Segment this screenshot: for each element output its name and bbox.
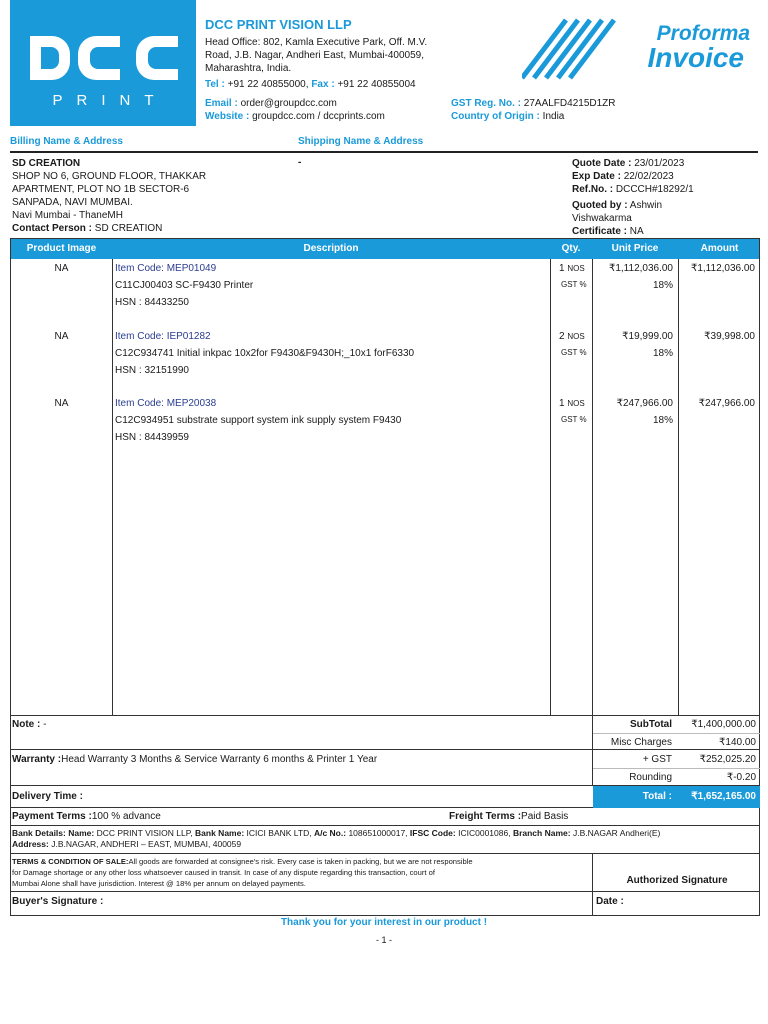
item-description: C11CJ00403 SC-F9430 Printer <box>115 280 254 291</box>
gst-value: 27AALFD4215D1ZR <box>523 98 616 109</box>
contact-label: Contact Person : <box>12 223 93 234</box>
phone-line <box>205 78 505 91</box>
item-hsn: HSN : 84433250 <box>115 297 189 308</box>
divider <box>593 733 760 734</box>
terms-label: TERMS & CONDITION OF SALE: <box>12 857 129 866</box>
company-logo <box>10 0 196 126</box>
fax-label: Fax : <box>311 79 335 90</box>
shipping-value: - <box>298 157 302 168</box>
terms-line: All goods are forwarded at consignee's risk. Every case is taken in packing, but we are not responsible <box>128 857 473 866</box>
billing-label: Billing Name & Address <box>10 136 123 147</box>
warranty-label: Warranty : <box>12 754 62 765</box>
item-unit-price: ₹1,112,036.00 <box>608 263 673 274</box>
gst-total-value: ₹252,025.20 <box>699 754 756 765</box>
divider <box>593 768 760 769</box>
billing-line: SANPADA, NAVI MUMBAI. <box>12 197 133 208</box>
ref-number: DCCCH#18292/1 <box>615 184 694 195</box>
payment-label: Payment Terms : <box>12 811 92 822</box>
item-gst-label: GST % <box>561 348 587 357</box>
gst-total-label: + GST <box>642 754 672 765</box>
col-divider <box>678 259 679 715</box>
tel-label: Tel : <box>205 79 225 90</box>
page-number: - 1 - <box>375 935 392 945</box>
item-qty: 1 NOS <box>559 398 585 409</box>
origin-label: Country of Origin : <box>451 111 540 122</box>
shipping-label: Shipping Name & Address <box>298 136 424 147</box>
signature-row <box>10 892 760 916</box>
document-title <box>522 18 762 80</box>
website-label: Website : <box>205 111 250 122</box>
total-value: ₹1,652,165.00 <box>691 791 756 802</box>
authorized-signature: Authorized Signature <box>626 875 728 886</box>
item-amount: ₹247,966.00 <box>698 398 755 409</box>
warranty-line <box>12 754 377 765</box>
billing-address <box>12 157 272 235</box>
exp-date-label: Exp Date : <box>572 171 621 182</box>
divider <box>10 151 758 153</box>
website-value: groupdcc.com / dccprints.com <box>252 111 385 122</box>
item-image: NA <box>54 263 69 274</box>
misc-label: Misc Charges <box>610 737 672 748</box>
subtotal-label: SubTotal <box>629 719 672 730</box>
website-line <box>205 110 385 123</box>
item-unit-price: ₹19,999.00 <box>622 331 673 342</box>
origin-line <box>451 110 564 123</box>
item-description: C12C934741 Initial inkpac 10x2for F9430&F9430H;_10x1 forF6330 <box>115 348 415 359</box>
item-gst: 18% <box>652 415 673 426</box>
origin-value: India <box>542 111 565 122</box>
email-label: Email : <box>205 98 238 109</box>
item-hsn: HSN : 84439959 <box>115 432 189 443</box>
quoted-by: Ashwin <box>629 200 663 211</box>
tel-value: +91 22 40855000, <box>227 79 309 90</box>
billing-line: SHOP NO 6, GROUND FLOOR, THAKKAR <box>12 171 207 182</box>
bank-details: Bank Details: Name: DCC PRINT VISION LLP, Bank Name: ICICI BANK LTD, A/c No.: 108651000017, IFSC Code: ICIC0001086, Branch Name: J.B.NAGAR Andheri(E) Address: J.B.NAGAR, ANDHERI – EAST, MUMBAI, 400059 <box>12 828 661 849</box>
company-name: DCC PRINT VISION LLP <box>205 17 352 32</box>
col-header-description: Description <box>303 243 359 254</box>
total-label: Total : <box>642 791 672 802</box>
note-label: Note : <box>12 719 41 730</box>
billing-name: SD CREATION <box>12 158 81 169</box>
billing-line: Navi Mumbai - ThaneMH <box>12 210 123 221</box>
gst-label: GST Reg. No. : <box>451 98 521 109</box>
items-table <box>10 238 760 716</box>
terms-line: for Damage shortage or any other loss whatsoever caused in transit. In case of any dispute regarding this transaction, court of <box>12 868 435 877</box>
logo-print-text: PRINT <box>52 92 168 109</box>
col-divider <box>592 259 593 715</box>
contact-value: SD CREATION <box>94 223 163 234</box>
payment-line <box>12 811 161 822</box>
rounding-value: ₹-0.20 <box>726 772 756 783</box>
item-qty: 1 NOS <box>559 263 585 274</box>
title-invoice: Invoice <box>647 42 744 73</box>
gst-line <box>451 97 616 110</box>
item-qty: 2 NOS <box>559 331 585 342</box>
exp-date: 22/02/2023 <box>623 171 674 182</box>
item-gst-label: GST % <box>561 415 587 424</box>
col-header-unit-price: Unit Price <box>611 243 659 254</box>
certificate-value: NA <box>629 226 644 237</box>
item-image: NA <box>54 331 69 342</box>
item-code: Item Code: IEP01282 <box>115 331 211 342</box>
thank-you-message: Thank you for your interest in our product ! <box>280 917 488 928</box>
rounding-label: Rounding <box>629 772 672 783</box>
item-image: NA <box>54 398 69 409</box>
freight-value: Paid Basis <box>521 811 569 822</box>
terms <box>12 856 590 889</box>
col-header-image: Product Image <box>26 243 97 254</box>
address-line: Road, J.B. Nagar, Andheri East, Mumbai-400059, <box>205 50 425 61</box>
item-gst: 18% <box>652 280 673 291</box>
fax-value: +91 22 40855004 <box>337 79 416 90</box>
quoted-by-label: Quoted by : <box>572 200 628 211</box>
terms-line: Mumbai Alone shall have jurisdiction. Interest @ 18% per annum on delayed payments. <box>12 879 306 888</box>
item-amount: ₹1,112,036.00 <box>690 263 755 274</box>
company-info <box>205 17 505 91</box>
date-label: Date : <box>596 896 624 907</box>
col-header-qty: Qty. <box>561 243 581 254</box>
email-line <box>205 97 337 110</box>
buyer-signature-label: Buyer's Signature : <box>12 896 104 907</box>
quote-date-label: Quote Date : <box>572 158 632 169</box>
item-hsn: HSN : 32151990 <box>115 365 189 376</box>
item-gst: 18% <box>652 348 673 359</box>
ref-label: Ref.No. : <box>572 184 614 195</box>
item-description: C12C934951 substrate support system ink supply system F9430 <box>115 415 402 426</box>
freight-line <box>449 811 568 822</box>
freight-label: Freight Terms : <box>449 811 522 822</box>
address-line: Head Office: 802, Kamla Executive Park, Off. M.V. <box>205 37 428 48</box>
payment-value: 100 % advance <box>91 811 161 822</box>
billing-line: APARTMENT, PLOT NO 1B SECTOR-6 <box>12 184 190 195</box>
quote-date: 23/01/2023 <box>634 158 685 169</box>
title-proforma: Proforma <box>656 22 750 45</box>
col-divider <box>550 259 551 715</box>
item-gst-label: GST % <box>561 280 587 289</box>
delivery-label: Delivery Time : <box>12 791 83 802</box>
warranty-value: Head Warranty 3 Months & Service Warranty 6 months & Printer 1 Year <box>61 754 378 765</box>
subtotal-value: ₹1,400,000.00 <box>691 719 756 730</box>
address-line: Maharashtra, India. <box>205 63 292 74</box>
table-header <box>11 239 759 259</box>
note-value: - <box>43 719 47 730</box>
item-amount: ₹39,998.00 <box>704 331 755 342</box>
certificate-label: Certificate : <box>572 226 628 237</box>
email-value: order@groupdcc.com <box>240 98 337 109</box>
item-code: Item Code: MEP01049 <box>115 263 217 274</box>
quote-details <box>572 157 762 238</box>
item-code: Item Code: MEP20038 <box>115 398 217 409</box>
item-unit-price: ₹247,966.00 <box>616 398 673 409</box>
col-divider <box>112 259 113 715</box>
col-header-amount: Amount <box>700 243 739 254</box>
misc-value: ₹140.00 <box>719 737 756 748</box>
note-line <box>12 719 46 730</box>
quoted-by-cont: Vishwakarma <box>572 213 632 224</box>
